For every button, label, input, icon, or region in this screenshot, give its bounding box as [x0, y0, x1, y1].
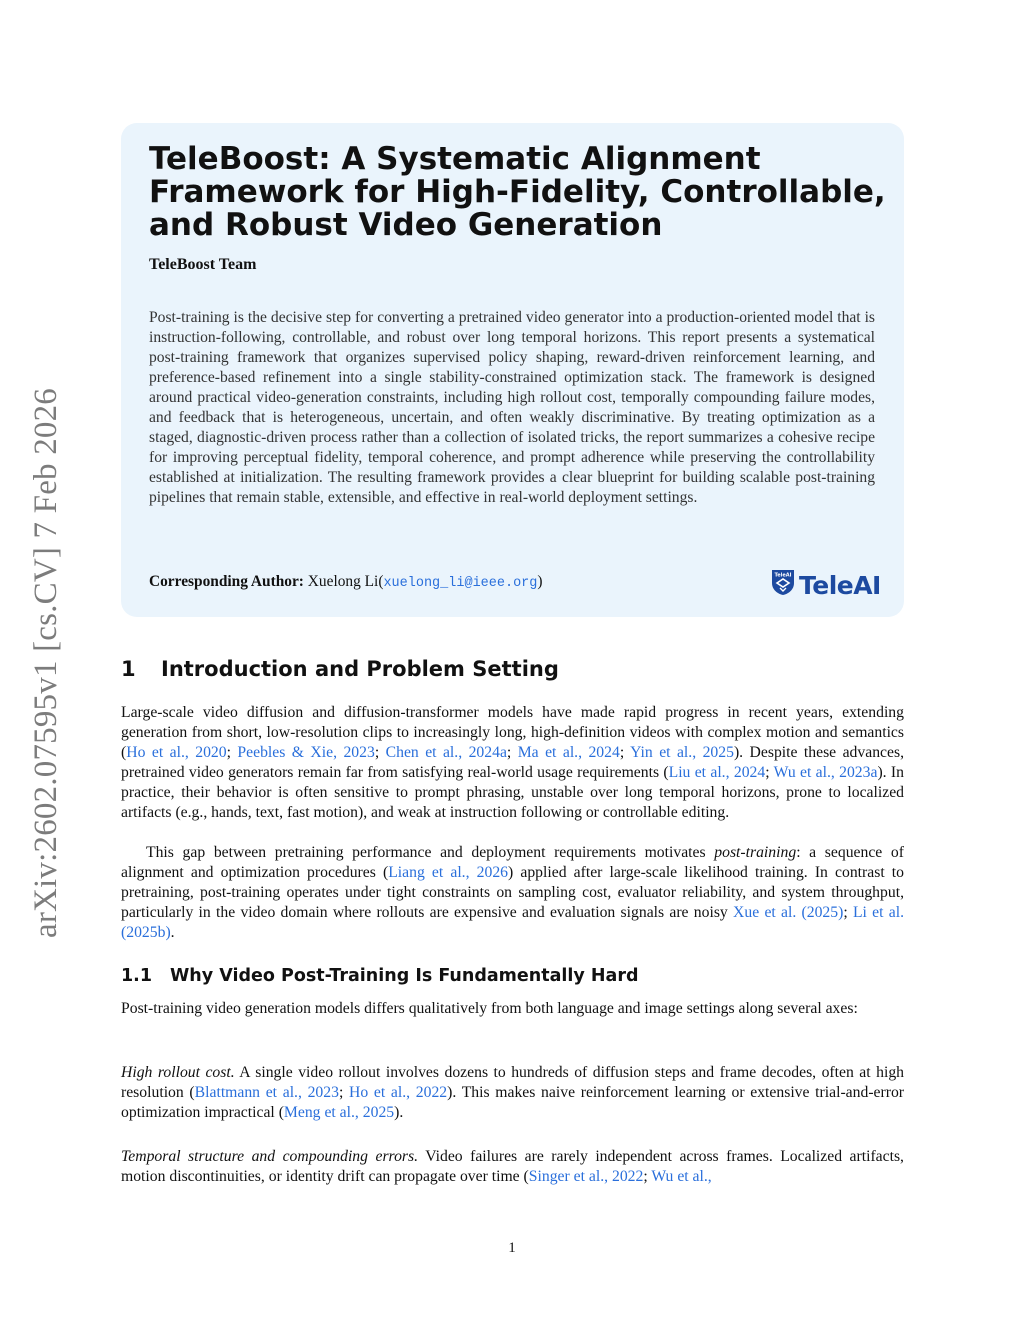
high-rollout-cost-paragraph — [121, 1063, 904, 1123]
teleai-logo — [771, 569, 881, 601]
paragraph-lead: High rollout cost. — [121, 1064, 235, 1081]
citation-link[interactable]: Chen et al., 2024a — [385, 744, 507, 761]
svg-text:TeleAI: TeleAI — [774, 572, 792, 579]
section-title: Introduction and Problem Setting — [161, 657, 559, 681]
citation-link[interactable]: Singer et al., 2022 — [528, 1168, 644, 1185]
text-run: This gap between pretraining performance and deployment requirements motivates — [146, 844, 715, 861]
text-run: ; — [374, 744, 386, 761]
corresponding-label: Corresponding Author: — [149, 573, 304, 590]
citation-link[interactable]: Yin et al., 2025 — [630, 744, 734, 761]
text-run: ). — [394, 1104, 404, 1121]
citation-link[interactable]: Blattmann et al., 2023 — [194, 1084, 339, 1101]
email-link[interactable]: xuelong_li@ieee.org — [383, 576, 538, 591]
section-heading-introduction — [121, 657, 559, 681]
citation-link[interactable]: Liu et al., 2024 — [668, 764, 766, 781]
logo-text: TeleAI — [799, 570, 881, 600]
temporal-structure-paragraph — [121, 1147, 904, 1187]
subsection-intro-paragraph: Post-training video generation models differs qualitatively from both language and image settings along several axes: — [121, 1000, 858, 1017]
intro-paragraph-1 — [121, 703, 904, 823]
text-run: ; — [765, 764, 774, 781]
citation-link[interactable]: Ho et al., 2020 — [126, 744, 227, 761]
text-run: ; — [619, 744, 631, 761]
subsection-title: Why Video Post-Training Is Fundamentally Hard — [170, 966, 639, 986]
corresponding-name: Xuelong Li( — [307, 573, 384, 590]
text-run: ; — [338, 1084, 350, 1101]
emphasis: post-training — [714, 844, 797, 861]
citation-link[interactable]: Wu et al., 2023a — [773, 764, 878, 781]
corresponding-author — [149, 573, 543, 591]
text-run: ). This makes naive reinforcement learning or extensive trial-and-error optimization impractical ( — [121, 1084, 905, 1121]
author-line: TeleBoost Team — [149, 256, 257, 273]
citation-link[interactable]: Meng et al., 2025 — [283, 1104, 395, 1121]
title-box — [121, 123, 904, 617]
section-number: 1 — [121, 657, 136, 681]
page-number: 1 — [508, 1240, 516, 1256]
paper-title: TeleBoost: A Systematic Alignment Framework for High-Fidelity, Controllable, and Robust Video Generation — [149, 141, 886, 243]
teleai-shield-icon — [771, 569, 795, 601]
text-run: ; — [506, 744, 518, 761]
arxiv-identifier: arXiv:2602.07595v1 [cs.CV] 7 Feb 2026 — [28, 388, 64, 939]
subsection-heading-why-hard — [121, 966, 639, 986]
intro-paragraph-2 — [121, 843, 904, 943]
text-run: ). Despite these advances, pretrained video generators remain far from satisfying real-world usage requirements ( — [121, 744, 904, 781]
text-run: ). In practice, their behavior is often sensitive to prompt phrasing, unstable over long temporal horizons, prone to localized artifacts (e.g., hands, text, fast motion), and weak at instruction following or controllable editing. — [121, 764, 904, 821]
text-run: : a sequence of alignment and optimization procedures ( — [121, 844, 904, 881]
citation-link[interactable]: Ho et al., 2022 — [349, 1084, 448, 1101]
citation-link[interactable]: Ma et al., 2024 — [517, 744, 620, 761]
citation-link[interactable]: Peebles & Xie, 2023 — [237, 744, 375, 761]
text-run: ; — [643, 1168, 652, 1185]
abstract: Post-training is the decisive step for converting a pretrained video generator into a production-oriented model that is instruction-following, controllable, and robust over long temporal horizons. This report presents a systematical post-training framework that organizes supervised policy shaping, reward-driven reinforcement learning, and preference-based refinement into a single stability-constrained optimization stack. The framework is designed around practical video-generation constraints, including high rollout cost, temporally compounding failure modes, and feedback that is heterogeneous, uncertain, and often weakly discriminative. By treating optimization as a staged, diagnostic-driven process rather than a collection of isolated tricks, the report summarizes a cohesive recipe for improving perceptual fidelity, temporal coherence, and prompt adherence while preserving the controllability established at initialization. The resulting framework provides a clear blueprint for building scalable post-training pipelines that remain stable, extensible, and effective in real-world deployment settings. — [149, 309, 875, 506]
text-run: Large-scale video diffusion and diffusion-transformer models have made rapid progress in recent years, extending generation from short, low-resolution clips to increasingly long, high-definition videos with complex motion and semantics ( — [121, 704, 904, 761]
text-run: ) applied after large-scale likelihood training. In contrast to pretraining, post-training operates under tight constraints on sampling cost, evaluator reliability, and system throughput, particularly in the video domain where rollouts are expensive and evaluation signals are noisy — [121, 864, 904, 921]
paragraph-lead: Temporal structure and compounding errors. — [121, 1148, 419, 1165]
subsection-number: 1.1 — [121, 966, 153, 986]
corresponding-close: ) — [537, 573, 543, 590]
citation-link[interactable]: Li et al. (2025b) — [121, 904, 904, 941]
citation-link[interactable]: Xue et al. (2025) — [733, 904, 844, 921]
citation-link[interactable]: Wu et al., — [651, 1168, 712, 1185]
text-run: ; — [843, 904, 853, 921]
citation-link[interactable]: Liang et al., 2026 — [388, 864, 509, 881]
text-run: ; — [226, 744, 238, 761]
text-run: . — [170, 924, 175, 941]
text-run: Video failures are rarely independent across frames. Localized artifacts, motion discontinuities, or identity drift can propagate over time ( — [121, 1148, 904, 1185]
text-run: A single video rollout involves dozens to hundreds of diffusion steps and frame decodes, often at high resolution ( — [121, 1064, 905, 1101]
